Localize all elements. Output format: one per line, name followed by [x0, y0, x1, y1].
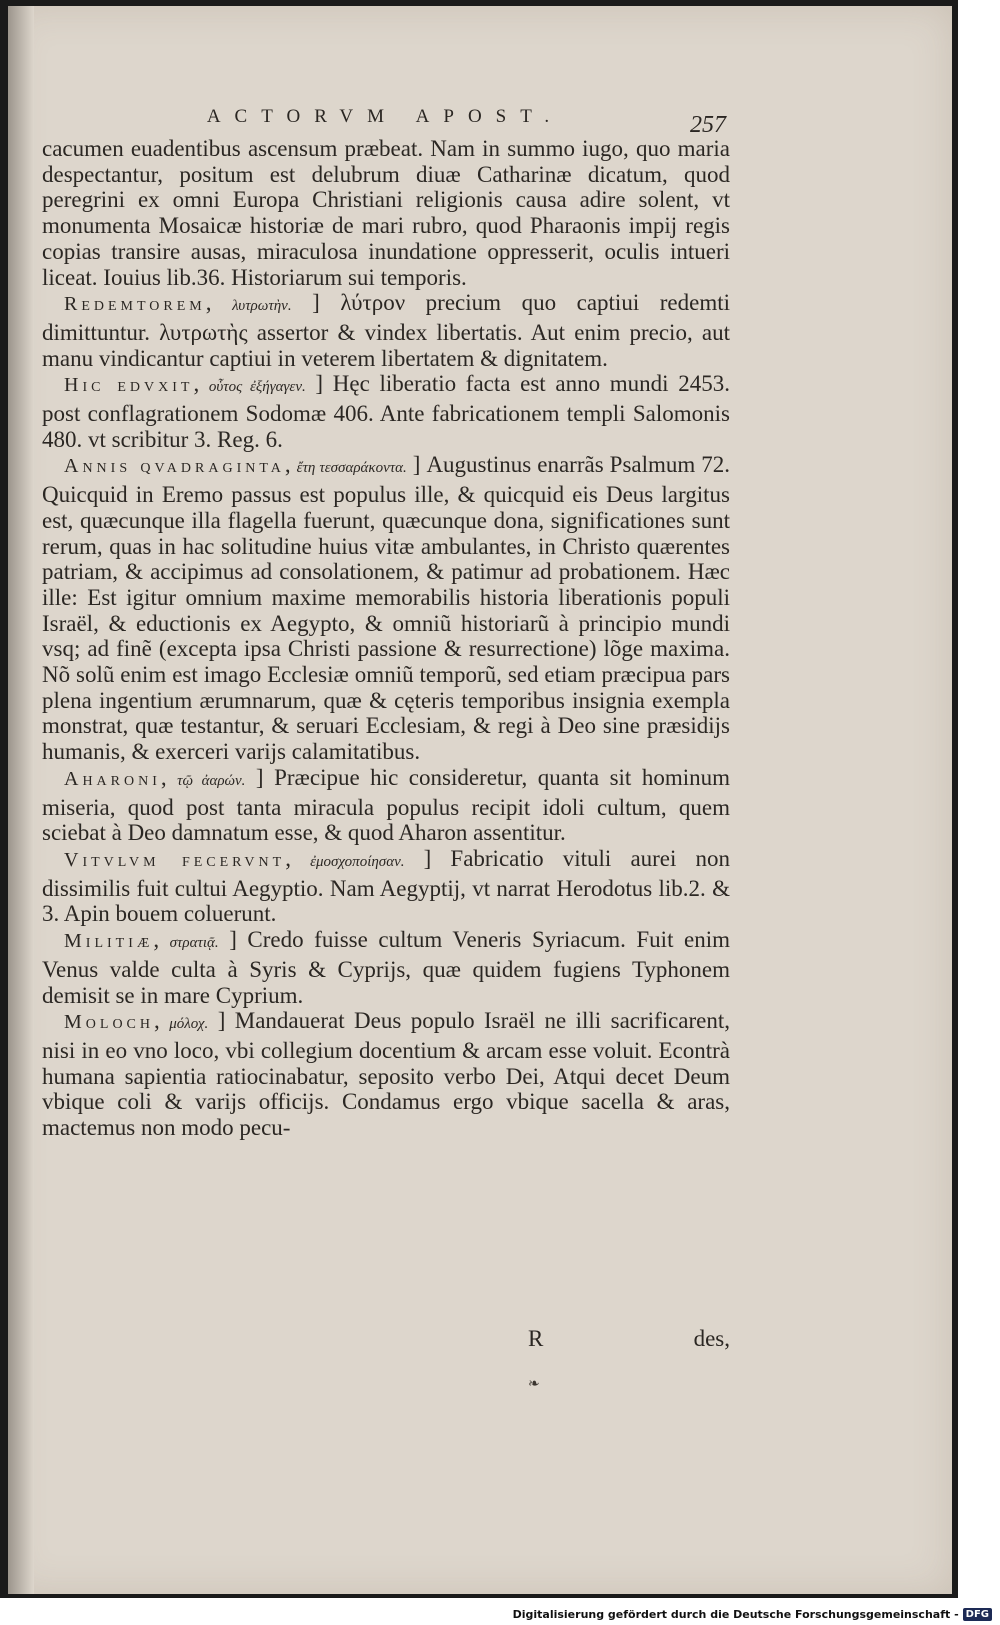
lemma: Hic edvxit: [64, 374, 194, 397]
paragraph-text: ] Præcipue hic consideretur, quanta sit hominum miseria, quod post tanta miracula populus recipit idoli cultum, quem sciebat à Deo damnatum esse, & quod Aharon assentitur.: [42, 764, 730, 846]
paragraph-4: Annis qvadraginta, ἔτη τεσσαράκοντα. ] Augustinus enarrãs Psalmum 72. Quicquid in Eremo passus est populus ille, & quicquid eis Deus largitus est, quæcunque illa flagella fuerunt, quæcunque dona, significationes sunt rerum, quas in hac solitudine huius vitæ ambulantes, in Christo quærentes patriam, & accipimus ad consolationem, & patimur ad probationem. Hæc ille: Est igitur omnium maxime memorabilis historia liberationis populi Israël, & eductionis ex Aegypto, & omniũ historiarũ à principio mundi vsq; ad finẽ (excepta ipsa Christi passione & resurrectione) lõge maxima. Nõ solũ enim est imago Ecclesiæ omniũ temporũ, sed etiam præcipua pars plena ingentium ærumnarum, quæ & cęteris temporibus insignia exempla monstrat, quæ testantur, & seruari Ecclesiam, & regi à Deo sine præsidijs humanis, & exerceri varijs calamitatibus.: [42, 452, 731, 765]
greek-gloss: στρατιᾷ.: [169, 935, 219, 952]
catchword: des,: [693, 1326, 730, 1351]
paragraph-text: ] λύτρον precium quo captiui redemti dimittuntur. λυτρωτὴς assertor & vindex libertatis. Aut enim precio, aut manu vindicantur captiui in veterem libertatem & dignitatem.: [42, 290, 731, 371]
lemma: Redemtorem: [64, 293, 206, 316]
lemma: Militiæ: [64, 930, 154, 953]
paragraph-2: Redemtorem, λυτρωτὴν. ] λύτρον precium quo captiui redemti dimittuntur. λυτρωτὴς assertor & vindex libertatis. Aut enim precio, aut manu vindicantur captiui in veterem libertatem & dignitatem.: [42, 290, 731, 371]
page-number: 257: [690, 112, 726, 138]
paragraph-3: Hic edvxit, οὗτος ἐξήγαγεν. ] Hęc liberatio facta est anno mundi 2453. post conflagrationem Sodomæ 406. Ante fabricationem templi Salomonis 480. vt scribitur 3. Reg. 6.: [42, 371, 730, 452]
paragraph-text: cacumen euadentibus ascensum præbeat. Nam in summo iugo, quo maria despectantur, positum est delubrum diuæ Catharinæ dicatum, quod peregrini ex omni Europa Christiani religionis causa adire solent, vt monumenta Mosaicæ historiæ de mari rubro, quod Pharaonis impij regis copias transire ausas, miraculosa inundatione oppresserit, oculis intueri liceat. Iouius lib.36. Historiarum sui temporis.: [42, 136, 730, 290]
paragraph-6: Vitvlvm fecervnt, ἐμοσχοποίησαν. ] Fabricatio vituli aurei non dissimilis fuit cultui Aegyptio. Nam Aegyptij, vt narrat Herodotus lib.2. & 3. Apin bouem coluerunt.: [42, 845, 731, 927]
paragraph-text: ] Fabricatio vituli aurei non dissimilis fuit cultui Aegyptio. Nam Aegyptij, vt narrat Herodotus lib.2. & 3. Apin bouem coluerunt.: [42, 845, 731, 927]
paragraph-7: Militiæ, στρατιᾷ. ] Credo fuisse cultum Veneris Syriacum. Fuit enim Venus valde culta à Syris & Cyprijs, quæ quidem fugiens Typhonem demisit se in mare Cyprium.: [42, 927, 731, 1008]
greek-gloss: τῷ ἀαρών.: [177, 772, 246, 789]
digitization-footer: [513, 1608, 992, 1621]
paragraph-1: [42, 136, 730, 290]
greek-gloss: ἔτη τεσσαράκοντα.: [296, 460, 407, 477]
dfg-logo: DFG: [963, 1608, 992, 1621]
paragraph-8: Moloch, μόλοχ. ] Mandauerat Deus populo Israël ne illi sacrificarent, nisi in eo vno loco, vbi collegium docentium & arcam esse voluit. Econtrà humana sapientia ratiocinabatur, seposito verbo Dei, Atqui decet Deum vbique coli & varijs officijs. Condamus ergo vbique sacella & aras, mactemus non modo pecu-: [42, 1008, 731, 1141]
page-gutter-shadow: [8, 6, 34, 1594]
lemma: Annis qvadraginta: [64, 455, 285, 478]
paragraph-text: ] Augustinus enarrãs Psalmum 72. Quicquid in Eremo passus est populus ille, & quicquid eis Deus largitus est, quæcunque illa flagella fuerunt, quæcunque dona, significationes sunt rerum, quas in hac solitudine huius vitæ ambulantes, in Christo quærentes patriam, & accipimus ad consolationem, & patimur ad probationem. Hæc ille: Est igitur omnium maxime memorabilis historia liberationis populi Israël, & eductionis ex Aegypto, & omniũ historiarũ à principio mundi vsq; ad finẽ (excepta ipsa Christi passione & resurrectione) lõge maxima. Nõ solũ enim est imago Ecclesiæ omniũ temporũ, sed etiam præcipua pars plena ingentium ærumnarum, quæ & cęteris temporibus insignia exempla monstrat, quæ testantur, & seruari Ecclesiam, & regi à Deo sine præsidijs humanis, & exerceri varijs calamitatibus.: [42, 452, 731, 765]
body-text: [42, 136, 730, 1141]
lemma: Vitvlvm fecervnt: [64, 848, 286, 871]
greek-gloss: μόλοχ.: [169, 1016, 209, 1033]
paragraph-text: ] Mandauerat Deus populo Israël ne illi sacrificarent, nisi in eo vno loco, vbi collegium docentium & arcam esse voluit. Econtrà humana sapientia ratiocinabatur, seposito verbo Dei, Atqui decet Deum vbique coli & varijs officijs. Condamus ergo vbique sacella & aras, mactemus non modo pecu-: [42, 1008, 731, 1141]
ornament-icon: ❧: [528, 1376, 540, 1392]
greek-gloss: ἐμοσχοποίησαν.: [310, 853, 405, 870]
paragraph-text: ] Hęc liberatio facta est anno mundi 2453. post conflagrationem Sodomæ 406. Ante fabricationem templi Salomonis 480. vt scribitur 3. Reg. 6.: [42, 371, 730, 452]
lemma: Moloch: [64, 1011, 155, 1034]
greek-gloss: οὗτος ἐξήγαγεν.: [208, 379, 306, 396]
greek-gloss: λυτρωτὴν.: [232, 298, 292, 315]
signature-mark: R: [528, 1326, 544, 1351]
running-head: ACTORVM APOST.: [206, 106, 564, 127]
lemma: Aharoni: [64, 767, 161, 790]
paragraph-text: ] Credo fuisse cultum Veneris Syriacum. Fuit enim Venus valde culta à Syris & Cyprijs, quæ quidem fugiens Typhonem demisit se in mare Cyprium.: [42, 927, 731, 1008]
funding-note: Digitalisierung gefördert durch die Deutsche Forschungsgemeinschaft -: [512, 1608, 959, 1621]
paragraph-5: Aharoni, τῷ ἀαρών. ] Præcipue hic consideretur, quanta sit hominum miseria, quod post tanta miracula populus recipit idoli cultum, quem sciebat à Deo damnatum esse, & quod Aharon assentitur.: [42, 764, 730, 846]
